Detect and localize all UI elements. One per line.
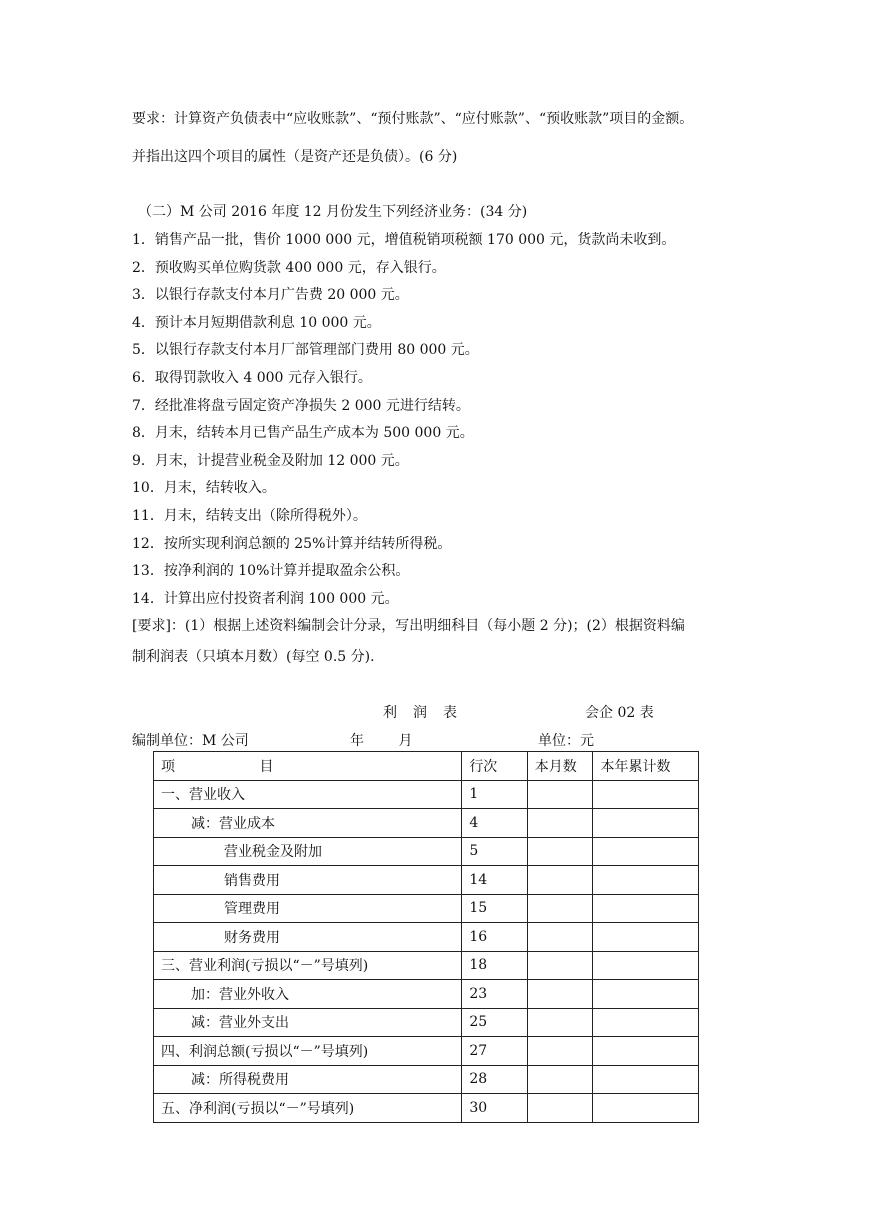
row-item-label: 管理费用 (224, 901, 280, 918)
row-item (154, 894, 462, 923)
row-line-no: 1 (462, 780, 527, 809)
income-statement-table (153, 751, 699, 1123)
header-line-no: 行次 (462, 752, 527, 781)
table-row (154, 1037, 699, 1066)
row-item-label: 减：营业成本 (191, 815, 275, 832)
table-row (154, 866, 699, 895)
list-item: 8．月末，结转本月已售产品生产成本为 500 000 元。 (132, 425, 474, 442)
row-item: 四、利润总额(亏损以“－”号填列) (154, 1037, 462, 1066)
header-year-to-date: 本年累计数 (593, 752, 699, 781)
row-current-month[interactable] (527, 837, 593, 866)
table-row (154, 837, 699, 866)
row-year-to-date[interactable] (593, 980, 699, 1009)
row-item (154, 809, 462, 838)
row-year-to-date[interactable] (593, 1094, 699, 1123)
header-current-month: 本月数 (527, 752, 593, 781)
list-item: 11．月末，结转支出（除所得税外）。 (132, 507, 367, 524)
row-item: 一、营业收入 (154, 780, 462, 809)
row-current-month[interactable] (527, 1094, 593, 1123)
row-year-to-date[interactable] (593, 1037, 699, 1066)
row-line-no: 14 (462, 866, 527, 895)
list-item: 6．取得罚款收入 4 000 元存入银行。 (132, 369, 372, 386)
table-row (154, 980, 699, 1009)
row-current-month[interactable] (527, 923, 593, 952)
row-current-month[interactable] (527, 866, 593, 895)
section-title: （二）M 公司 2016 年度 12 月份发生下列经济业务：(34 分) (138, 204, 528, 220)
row-line-no: 18 (462, 951, 527, 980)
table-row (154, 1094, 699, 1123)
row-line-no: 28 (462, 1065, 527, 1094)
row-year-to-date[interactable] (593, 1065, 699, 1094)
table-row (154, 951, 699, 980)
form-number: 会企 02 表 (585, 705, 654, 721)
requirement-line-2: 并指出这四个项目的属性（是资产还是负债）。(6 分) (132, 149, 458, 165)
row-line-no: 30 (462, 1094, 527, 1123)
row-current-month[interactable] (527, 951, 593, 980)
preparing-unit: 编制单位：M 公司 (132, 733, 249, 749)
list-item: 2．预收购买单位购货款 400 000 元，存入银行。 (132, 259, 446, 276)
row-item-label: 减：营业外支出 (191, 1015, 289, 1032)
list-item: 7．经批准将盘亏固定资产净损失 2 000 元进行结转。 (132, 397, 470, 414)
row-year-to-date[interactable] (593, 780, 699, 809)
row-item: 五、净利润(亏损以“－”号填列) (154, 1094, 462, 1123)
list-item: 1．销售产品一批，售价 1000 000 元，增值税销项税额 170 000 元，货款尚未收到。 (132, 232, 676, 248)
transaction-list (132, 229, 675, 615)
row-item (154, 923, 462, 952)
table-row (154, 809, 699, 838)
row-line-no: 25 (462, 1008, 527, 1037)
row-line-no: 15 (462, 894, 527, 923)
row-item-label: 减：所得税费用 (191, 1072, 289, 1089)
row-current-month[interactable] (527, 780, 593, 809)
row-current-month[interactable] (527, 1037, 593, 1066)
requirement-line-1: 要求：计算资产负债表中“应收账款”、“预付账款”、“应付账款”、“预收账款”项目的金额。 (132, 111, 694, 127)
list-item: 9．月末，计提营业税金及附加 12 000 元。 (132, 452, 409, 469)
list-item: 13．按净利润的 10%计算并提取盈余公积。 (132, 563, 410, 580)
year-month: 年 月 (350, 733, 413, 749)
row-line-no: 23 (462, 980, 527, 1009)
row-line-no: 27 (462, 1037, 527, 1066)
row-item (154, 980, 462, 1009)
list-item: 14．计算出应付投资者利润 100 000 元。 (132, 590, 399, 607)
row-year-to-date[interactable] (593, 1008, 699, 1037)
row-year-to-date[interactable] (593, 923, 699, 952)
row-year-to-date[interactable] (593, 837, 699, 866)
table-row (154, 1008, 699, 1037)
list-item: 3．以银行存款支付本月广告费 20 000 元。 (132, 287, 409, 304)
row-item (154, 866, 462, 895)
row-current-month[interactable] (527, 980, 593, 1009)
header-item: 项 目 (154, 752, 462, 781)
task-requirement-line-1: [要求]：(1）根据上述资料编制会计分录，写出明细科目（每小题 2 分)；(2）根据资料编 (132, 618, 685, 634)
table-row (154, 894, 699, 923)
row-year-to-date[interactable] (593, 809, 699, 838)
row-item-label: 销售费用 (224, 872, 280, 889)
table-row (154, 780, 699, 809)
row-line-no: 5 (462, 837, 527, 866)
row-year-to-date[interactable] (593, 866, 699, 895)
list-item: 4．预计本月短期借款利息 10 000 元。 (132, 314, 381, 331)
list-item: 12．按所实现利润总额的 25%计算并结转所得税。 (132, 535, 452, 552)
row-item (154, 1008, 462, 1037)
row-item-label: 加：营业外收入 (191, 986, 289, 1003)
row-item (154, 1065, 462, 1094)
row-item (154, 837, 462, 866)
task-requirement-line-2: 制利润表（只填本月数）(每空 0.5 分)． (132, 649, 385, 665)
row-current-month[interactable] (527, 894, 593, 923)
row-current-month[interactable] (527, 1008, 593, 1037)
list-item: 10．月末，结转收入。 (132, 480, 276, 497)
currency-unit: 单位：元 (538, 733, 594, 749)
row-current-month[interactable] (527, 1065, 593, 1094)
row-item-label: 营业税金及附加 (224, 844, 322, 861)
table-row (154, 1065, 699, 1094)
row-item: 三、营业利润(亏损以“－”号填列) (154, 951, 462, 980)
list-item: 5．以银行存款支付本月厂部管理部门费用 80 000 元。 (132, 342, 479, 359)
table-row (154, 923, 699, 952)
table-header-row (154, 752, 699, 781)
row-year-to-date[interactable] (593, 894, 699, 923)
row-item-label: 财务费用 (224, 929, 280, 946)
income-statement-title: 利润表 (383, 705, 473, 721)
row-current-month[interactable] (527, 809, 593, 838)
row-line-no: 16 (462, 923, 527, 952)
row-year-to-date[interactable] (593, 951, 699, 980)
row-line-no: 4 (462, 809, 527, 838)
